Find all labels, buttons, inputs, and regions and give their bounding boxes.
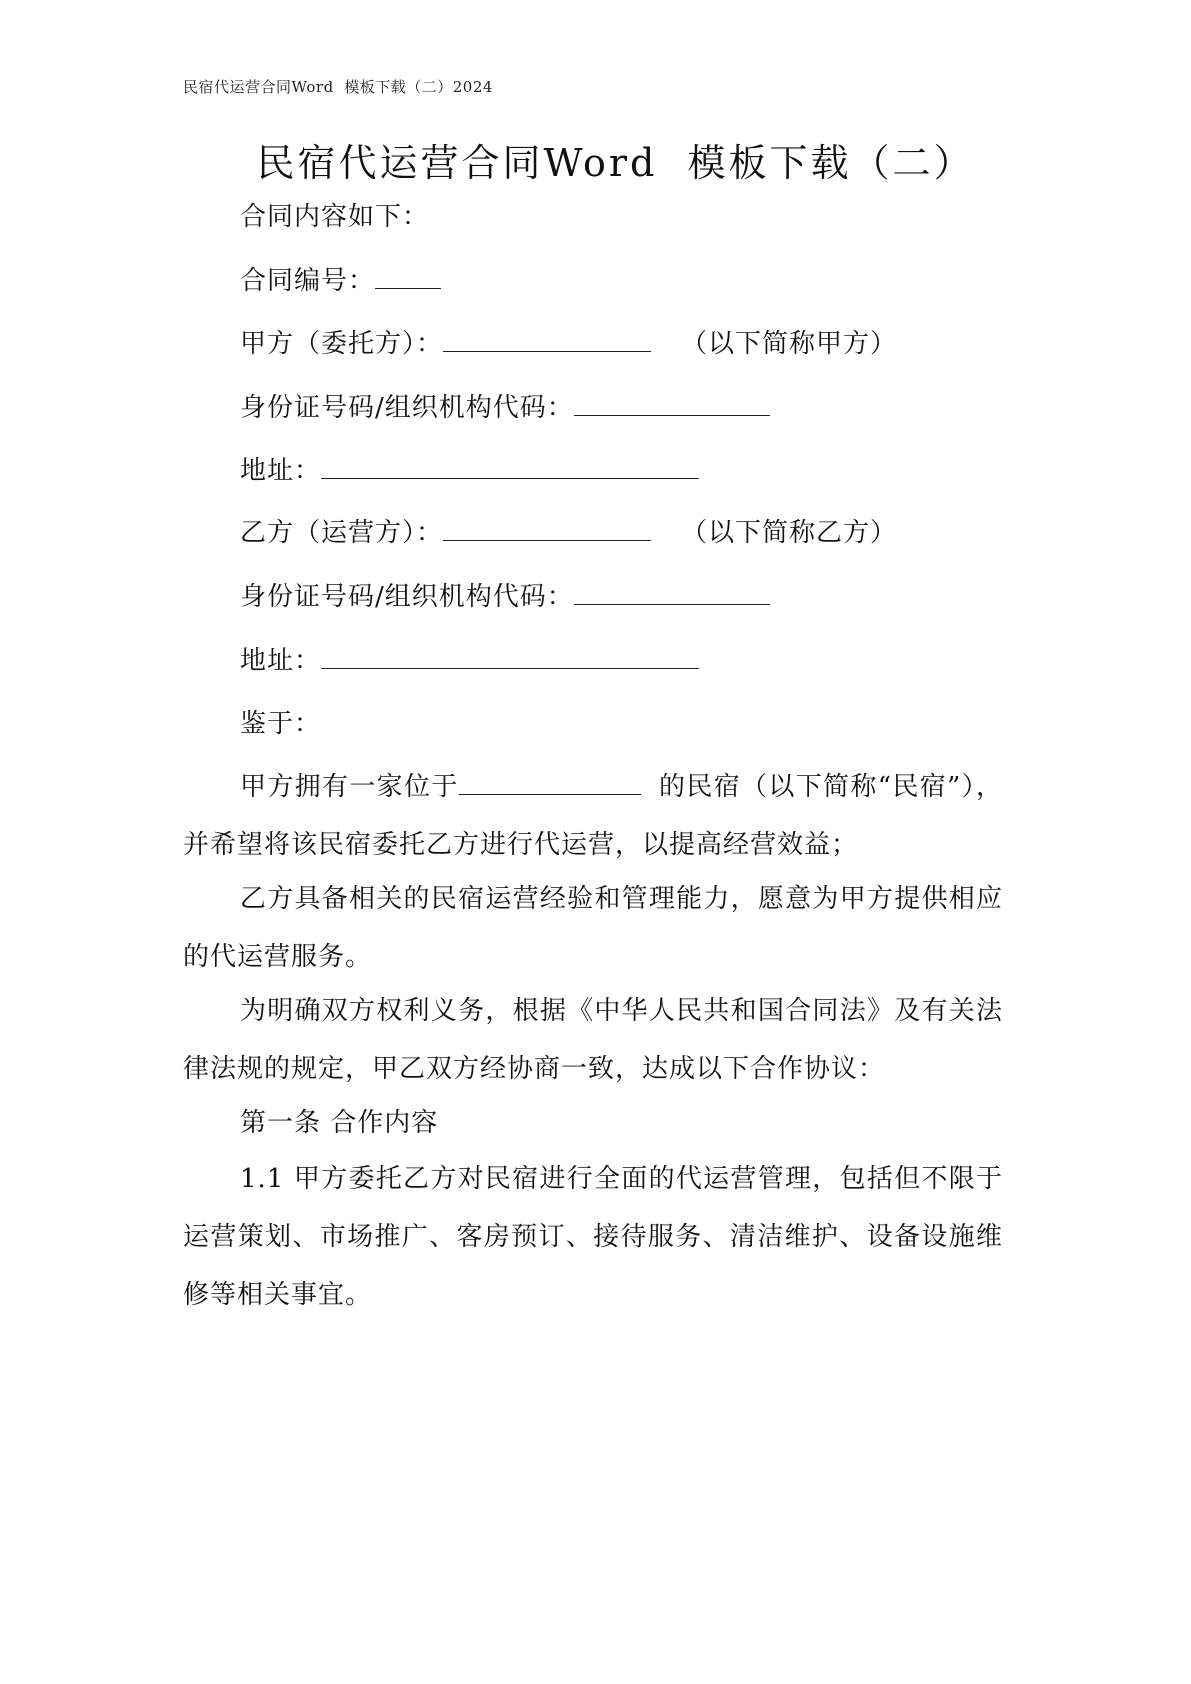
whereas-text: 鉴于：	[240, 709, 322, 739]
address-b-label: 地址：	[240, 646, 322, 676]
paragraph-property	[183, 758, 1003, 874]
contract-number-blank[interactable]	[375, 264, 441, 289]
paragraph-property-after: 的民宿（以下简称“民宿”），并希望将该民宿委托乙方进行代运营，以提高经营效益；	[183, 772, 1003, 860]
paragraph-property-before: 甲方拥有一家位于	[240, 772, 459, 802]
address-b-line	[240, 644, 699, 678]
intro-text: 合同内容如下：	[240, 202, 430, 232]
article-1-heading: 第一条 合作内容	[240, 1108, 439, 1138]
party-b-label: 乙方（运营方）：	[240, 518, 444, 548]
address-b-blank[interactable]	[321, 644, 699, 669]
id-b-line	[240, 580, 770, 614]
document-title: 民宿代运营合同Word 模板下载（二）	[256, 141, 975, 185]
whereas-line	[240, 707, 321, 741]
party-b-suffix: （以下简称乙方）	[681, 518, 898, 548]
id-a-label: 身份证号码/组织机构代码：	[240, 393, 574, 423]
id-a-blank[interactable]	[574, 391, 770, 416]
party-a-suffix: （以下简称甲方）	[681, 329, 898, 359]
intro-line	[240, 200, 429, 234]
id-a-line	[240, 391, 770, 425]
id-b-blank[interactable]	[574, 580, 770, 605]
party-a-label: 甲方（委托方）：	[240, 329, 444, 359]
address-a-label: 地址：	[240, 456, 322, 486]
address-a-line	[240, 454, 699, 488]
property-location-blank[interactable]	[459, 770, 641, 795]
paragraph-operator-capability: 乙方具备相关的民宿运营经验和管理能力，愿意为甲方提供相应的代运营服务。	[183, 884, 1003, 972]
address-a-blank[interactable]	[321, 454, 699, 479]
paragraph-legal-basis: 为明确双方权利义务，根据《中华人民共和国合同法》及有关法律法规的规定，甲乙双方经协商一致，达成以下合作协议：	[183, 996, 1003, 1084]
clause-1-1: 1.1 甲方委托乙方对民宿进行全面的代运营管理，包括但不限于运营策划、市场推广、客房预订、接待服务、清洁维护、设备设施维修等相关事宜。	[183, 1164, 1003, 1310]
party-b-line	[240, 516, 897, 550]
party-a-line	[240, 327, 897, 361]
contract-number-line	[240, 264, 441, 298]
party-b-blank[interactable]	[443, 516, 651, 541]
party-a-blank[interactable]	[443, 327, 651, 352]
id-b-label: 身份证号码/组织机构代码：	[240, 582, 574, 612]
contract-number-label: 合同编号：	[240, 266, 376, 296]
running-header: 民宿代运营合同Word 模板下载（二）2024	[183, 78, 493, 96]
